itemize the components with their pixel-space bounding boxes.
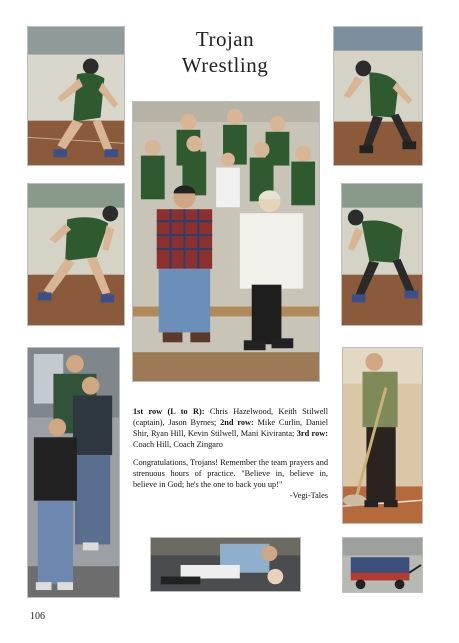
photo-student-mopping (342, 347, 423, 524)
caption-signature: -Vegi-Tales (289, 491, 328, 500)
page-title (160, 26, 290, 78)
caption-message-block (133, 457, 328, 501)
photo-students-floor (150, 537, 301, 592)
title-line-2: Wrestling (181, 53, 269, 77)
photo-team-group (132, 101, 320, 382)
caption-row1-names: Chris Hazelwood, Keith Stilwell (captain), Jason Byrnes; (133, 407, 328, 427)
photo-wrestler-top-left (27, 26, 125, 166)
photo-wrestler-top-right (333, 26, 423, 166)
caption-row1-label: 1st row (L to R): (133, 407, 205, 416)
photo-wrestler-mid-right (341, 183, 423, 326)
caption-row3-label: 3rd row: (296, 429, 328, 438)
photo-students-bus (27, 347, 120, 598)
title-line-1: Trojan (195, 27, 255, 51)
caption-message: Congratulations, Trojans! Remember the team prayers and strenuous hours of practice. "Believe in, believe in, believe in God; he's the one to back you up!" (133, 458, 328, 489)
page-number: 106 (30, 611, 45, 622)
photo-wrestler-mid-left (27, 183, 125, 326)
caption-row3-names: Coach Hill, Coach Zingaro (133, 440, 223, 449)
team-caption (133, 406, 328, 508)
photo-wagon (342, 537, 423, 593)
caption-roster (133, 406, 328, 450)
caption-row2-label: 2nd row: (220, 418, 254, 427)
caption-row2-names: Mike Curlin, Daniel Shir, Ryan Hill, Kevin Stilwell, Mani Kiviranta; (133, 418, 328, 438)
